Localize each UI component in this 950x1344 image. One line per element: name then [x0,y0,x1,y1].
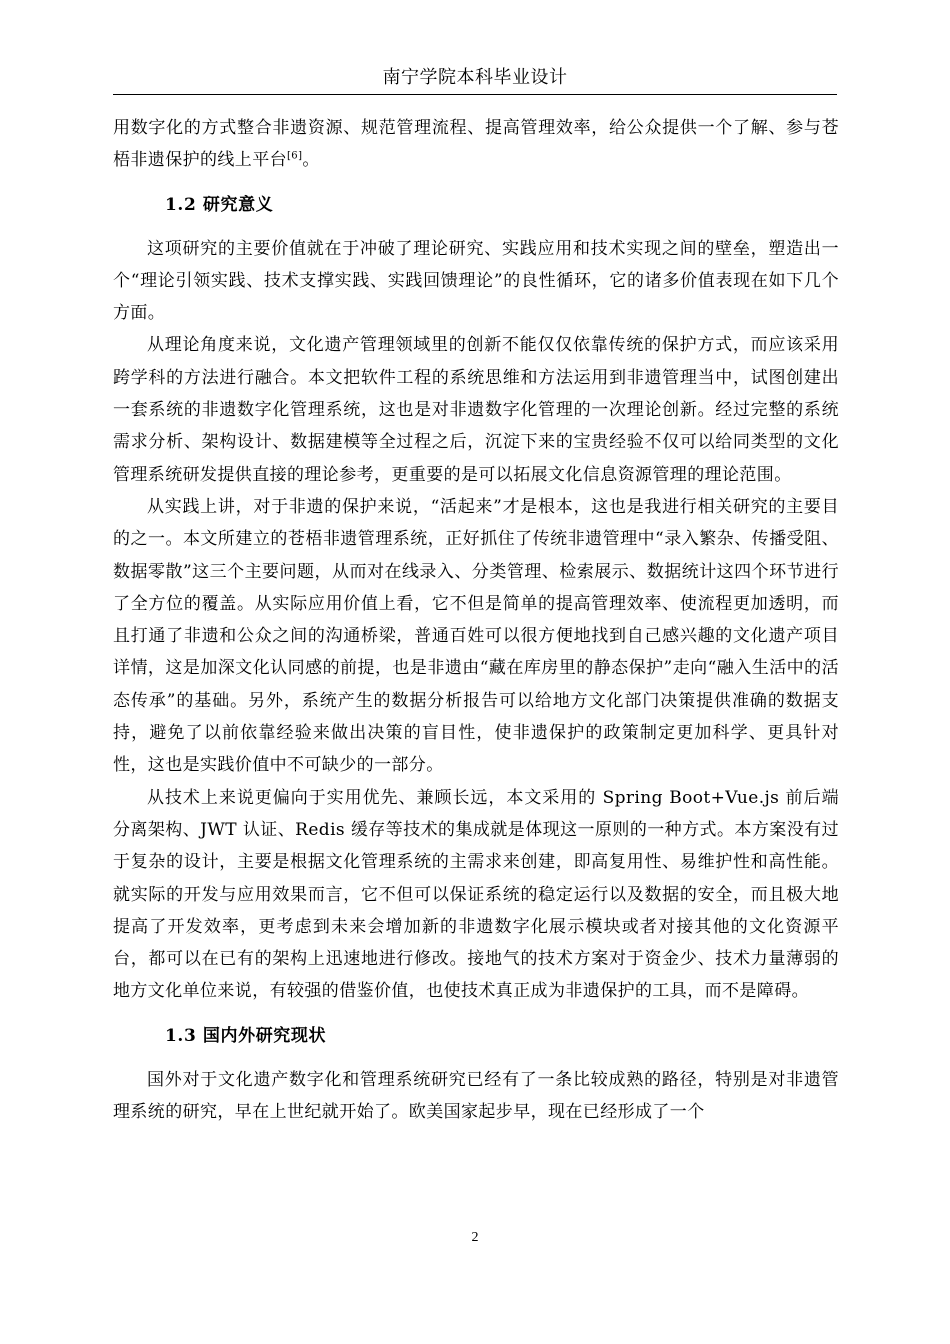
page-header [113,64,837,95]
body-paragraph: 这项研究的主要价值就在于冲破了理论研究、实践应用和技术实现之间的壁垒，塑造出一个“理论引领实践、技术支撑实践、实践回馈理论”的良性循环，它的诸多价值表现在如下几个方面。 [113,238,839,324]
body-paragraph: 从实践上讲，对于非遗的保护来说，“活起来”才是根本，这也是我进行相关研究的主要目的之一。本文所建立的苍梧非遗管理系统，正好抓住了传统非遗管理中“录入繁杂、传播受阻、数据零散”这三个主要问题，从而对在线录入、分类管理、检索展示、数据统计这四个环节进行了全方位的覆盖。从实际应用价值上看，它不但是简单的提高管理效率、使流程更加透明，而且打通了非遗和公众之间的沟通桥梁，普通百姓可以很方便地找到自己感兴趣的文化遗产项目详情，这是加深文化认同感的前提，也是非遗由“藏在库房里的静态保护”走向“融入生活中的活态传承”的基础。另外，系统产生的数据分析报告可以给地方文化部门决策提供准确的数据支持，避免了以前依靠经验来做出决策的盲目性，使非遗保护的政策制定更加科学、更具针对性，这也是实践价值中不可缺少的一部分。 [113,496,839,776]
section-heading-1-3: 1.3 国内外研究现状 [165,1025,327,1046]
header-title: 南宁学院本科毕业设计 [382,67,568,88]
citation-ref: [6] [287,150,303,162]
section-heading-1-2: 1.2 研究意义 [165,194,274,215]
intro-end: 。 [302,150,320,171]
document-body [113,112,839,1128]
page-number: 2 [471,1230,479,1245]
body-paragraph: 从技术上来说更偏向于实用优先、兼顾长远，本文采用的 Spring Boot+Vue.js 前后端分离架构、JWT 认证、Redis 缓存等技术的集成就是体现这一原则的一种方式。本方案没有过于复杂的设计，主要是根据文化管理系统的主需求来创建，即高复用性、易维护性和高性能。就实际的开发与应用效果而言，它不但可以保证系统的稳定运行以及数据的安全，而且极大地提高了开发效率，更考虑到未来会增加新的非遗数字化展示模块或者对接其他的文化资源平台，都可以在已有的架构上迅速地进行修改。接地气的技术方案对于资金少、技术力量薄弱的地方文化单位来说，有较强的借鉴价值，也使技术真正成为非遗保护的工具，而不是障碍。 [113,787,839,1002]
body-paragraph: 国外对于文化遗产数字化和管理系统研究已经有了一条比较成熟的路径，特别是对非遗管理系统的研究，早在上世纪就开始了。欧美国家起步早，现在已经形成了一个 [113,1069,839,1123]
intro-paragraph [113,112,839,177]
intro-text: 用数字化的方式整合非遗资源、规范管理流程、提高管理效率，给公众提供一个了解、参与苍梧非遗保护的线上平台 [113,118,839,171]
body-paragraph: 从理论角度来说，文化遗产管理领域里的创新不能仅仅依靠传统的保护方式，而应该采用跨学科的方法进行融合。本文把软件工程的系统思维和方法运用到非遗管理当中，试图创建出一套系统的非遗数字化管理系统，这也是对非遗数字化管理的一次理论创新。经过完整的系统需求分析、架构设计、数据建模等全过程之后，沉淀下来的宝贵经验不仅可以给同类型的文化管理系统研发提供直接的理论参考，更重要的是可以拓展文化信息资源管理的理论范围。 [113,335,839,485]
